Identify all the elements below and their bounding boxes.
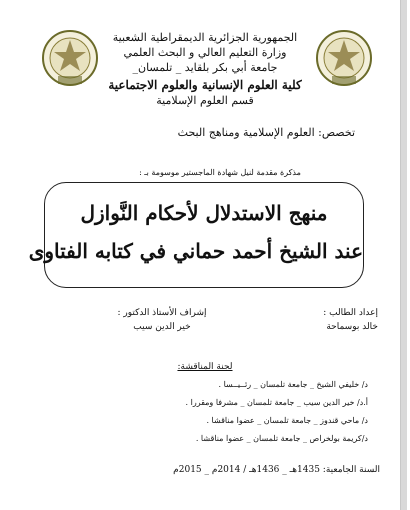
committee-member: د/ خليفي الشيخ _ جامعة تلمسان _ رئــيــسا . bbox=[218, 380, 368, 389]
committee-member: د/كريمة بولخراص _ جامعة تلمسان _ عضوا مناقشا . bbox=[195, 434, 368, 443]
committee-member: أ.د/ خير الدين سيب _ جامعة تلمسان _ مشرفا ومقررا . bbox=[185, 398, 368, 407]
committee-title: لجنة المناقشة: bbox=[177, 362, 233, 372]
committee-member: د/ ماحي قندوز _ جامعة تلمسان _ عضوا مناقشا . bbox=[206, 416, 368, 425]
committee-list bbox=[108, 376, 368, 448]
supervisor-label: إشراف الأستاذ الدكتور : bbox=[117, 308, 207, 318]
university-seal-icon bbox=[314, 28, 374, 92]
supervisor-name: خير الدين سيب bbox=[133, 322, 191, 332]
department-name: قسم العلوم الإسلامية bbox=[156, 94, 254, 107]
specialty: تخصص: العلوم الإسلامية ومناهج البحث bbox=[177, 126, 355, 139]
thesis-title-line2: عند الشيخ أحمد حماني في كتابه الفتاوى bbox=[28, 239, 363, 263]
faculty-name: كلية العلوم الإنسانية والعلوم الاجتماعية bbox=[108, 78, 302, 92]
student-label: إعداد الطالب : bbox=[323, 308, 378, 318]
academic-year: السنة الجامعية: 1435هـ _ 1436هـ / 2014م _ 2015م bbox=[173, 465, 380, 475]
ministry-name: وزارة التعليم العالي و البحث العلمي bbox=[123, 46, 287, 59]
memo-statement: مذكرة مقدمة لنيل شهادة الماجستير موسومة بـ : bbox=[139, 168, 301, 177]
thesis-title-box bbox=[28, 182, 364, 288]
institution-header bbox=[100, 30, 310, 108]
university-name: جامعة أبي بكر بلقايد _ تلمسان_ bbox=[132, 61, 278, 74]
university-seal-icon bbox=[40, 28, 100, 92]
student-name: خالد بوسماحة bbox=[326, 322, 378, 332]
thesis-title-line1: منهج الاستدلال لأحكام النَّوازل bbox=[80, 201, 328, 225]
page-edge bbox=[400, 0, 407, 510]
republic-name: الجمهورية الجزائرية الديمقراطية الشعبية bbox=[112, 31, 298, 44]
